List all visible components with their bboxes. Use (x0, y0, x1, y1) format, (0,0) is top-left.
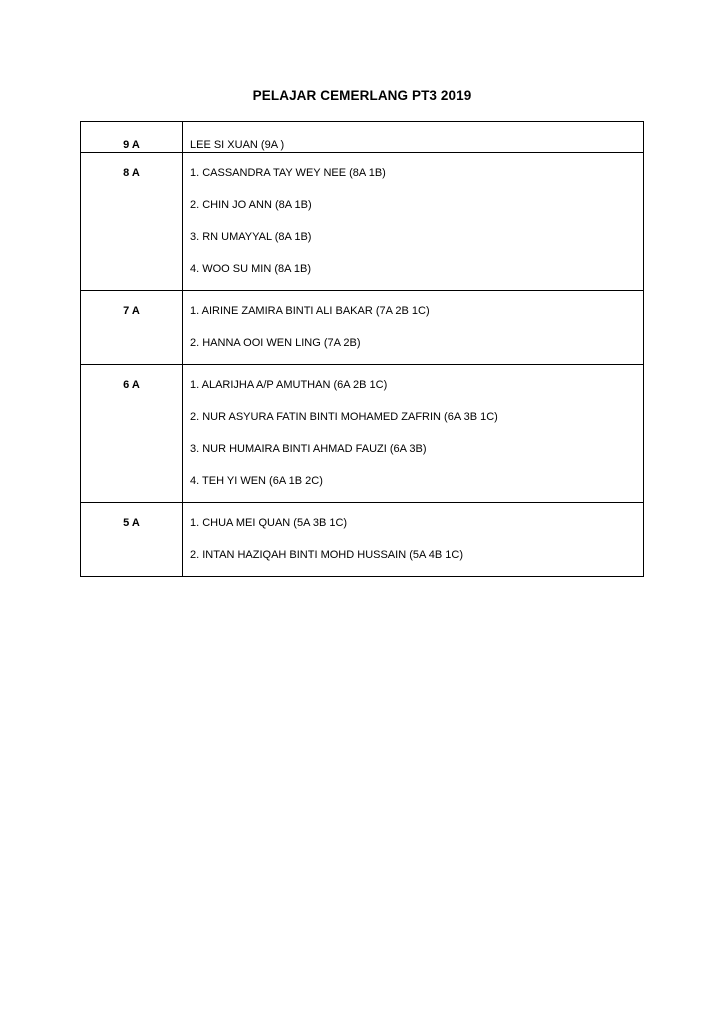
student-name: 2. INTAN HAZIQAH BINTI MOHD HUSSAIN (5A 4B 1C) (190, 549, 464, 561)
student-name: 3. NUR HUMAIRA BINTI AHMAD FAUZI (6A 3B) (190, 443, 427, 455)
student-name: 2. HANNA OOI WEN LING (7A 2B) (190, 337, 361, 349)
table-row-9a (81, 122, 644, 153)
table-row-7a (81, 291, 644, 365)
names-cell (183, 122, 644, 153)
table-row-8a (81, 153, 644, 291)
student-name: 1. CHUA MEI QUAN (5A 3B 1C) (190, 517, 348, 529)
names-cell (183, 365, 644, 503)
student-name: 4. TEH YI WEN (6A 1B 2C) (190, 475, 323, 487)
table-row-5a (81, 503, 644, 577)
names-cell (183, 153, 644, 291)
grade-cell: 8 A (81, 153, 183, 291)
student-name: 4. WOO SU MIN (8A 1B) (190, 263, 312, 275)
names-cell (183, 291, 644, 365)
student-name: 2. CHIN JO ANN (8A 1B) (190, 199, 312, 211)
grade-cell: 7 A (81, 291, 183, 365)
student-name: 1. AIRINE ZAMIRA BINTI ALI BAKAR (7A 2B 1C) (190, 305, 430, 317)
student-name: 1. CASSANDRA TAY WEY NEE (8A 1B) (190, 167, 386, 179)
results-table (80, 121, 644, 577)
grade-cell: 9 A (81, 122, 183, 153)
student-name: 3. RN UMAYYAL (8A 1B) (190, 231, 312, 243)
student-name: 2. NUR ASYURA FATIN BINTI MOHAMED ZAFRIN (6A 3B 1C) (190, 411, 498, 423)
grade-cell: 5 A (81, 503, 183, 577)
student-name: LEE SI XUAN (9A ) (190, 139, 285, 151)
names-cell (183, 503, 644, 577)
grade-cell: 6 A (81, 365, 183, 503)
page-title: PELAJAR CEMERLANG PT3 2019 (252, 88, 472, 103)
table-row-6a (81, 365, 644, 503)
student-name: 1. ALARIJHA A/P AMUTHAN (6A 2B 1C) (190, 379, 388, 391)
